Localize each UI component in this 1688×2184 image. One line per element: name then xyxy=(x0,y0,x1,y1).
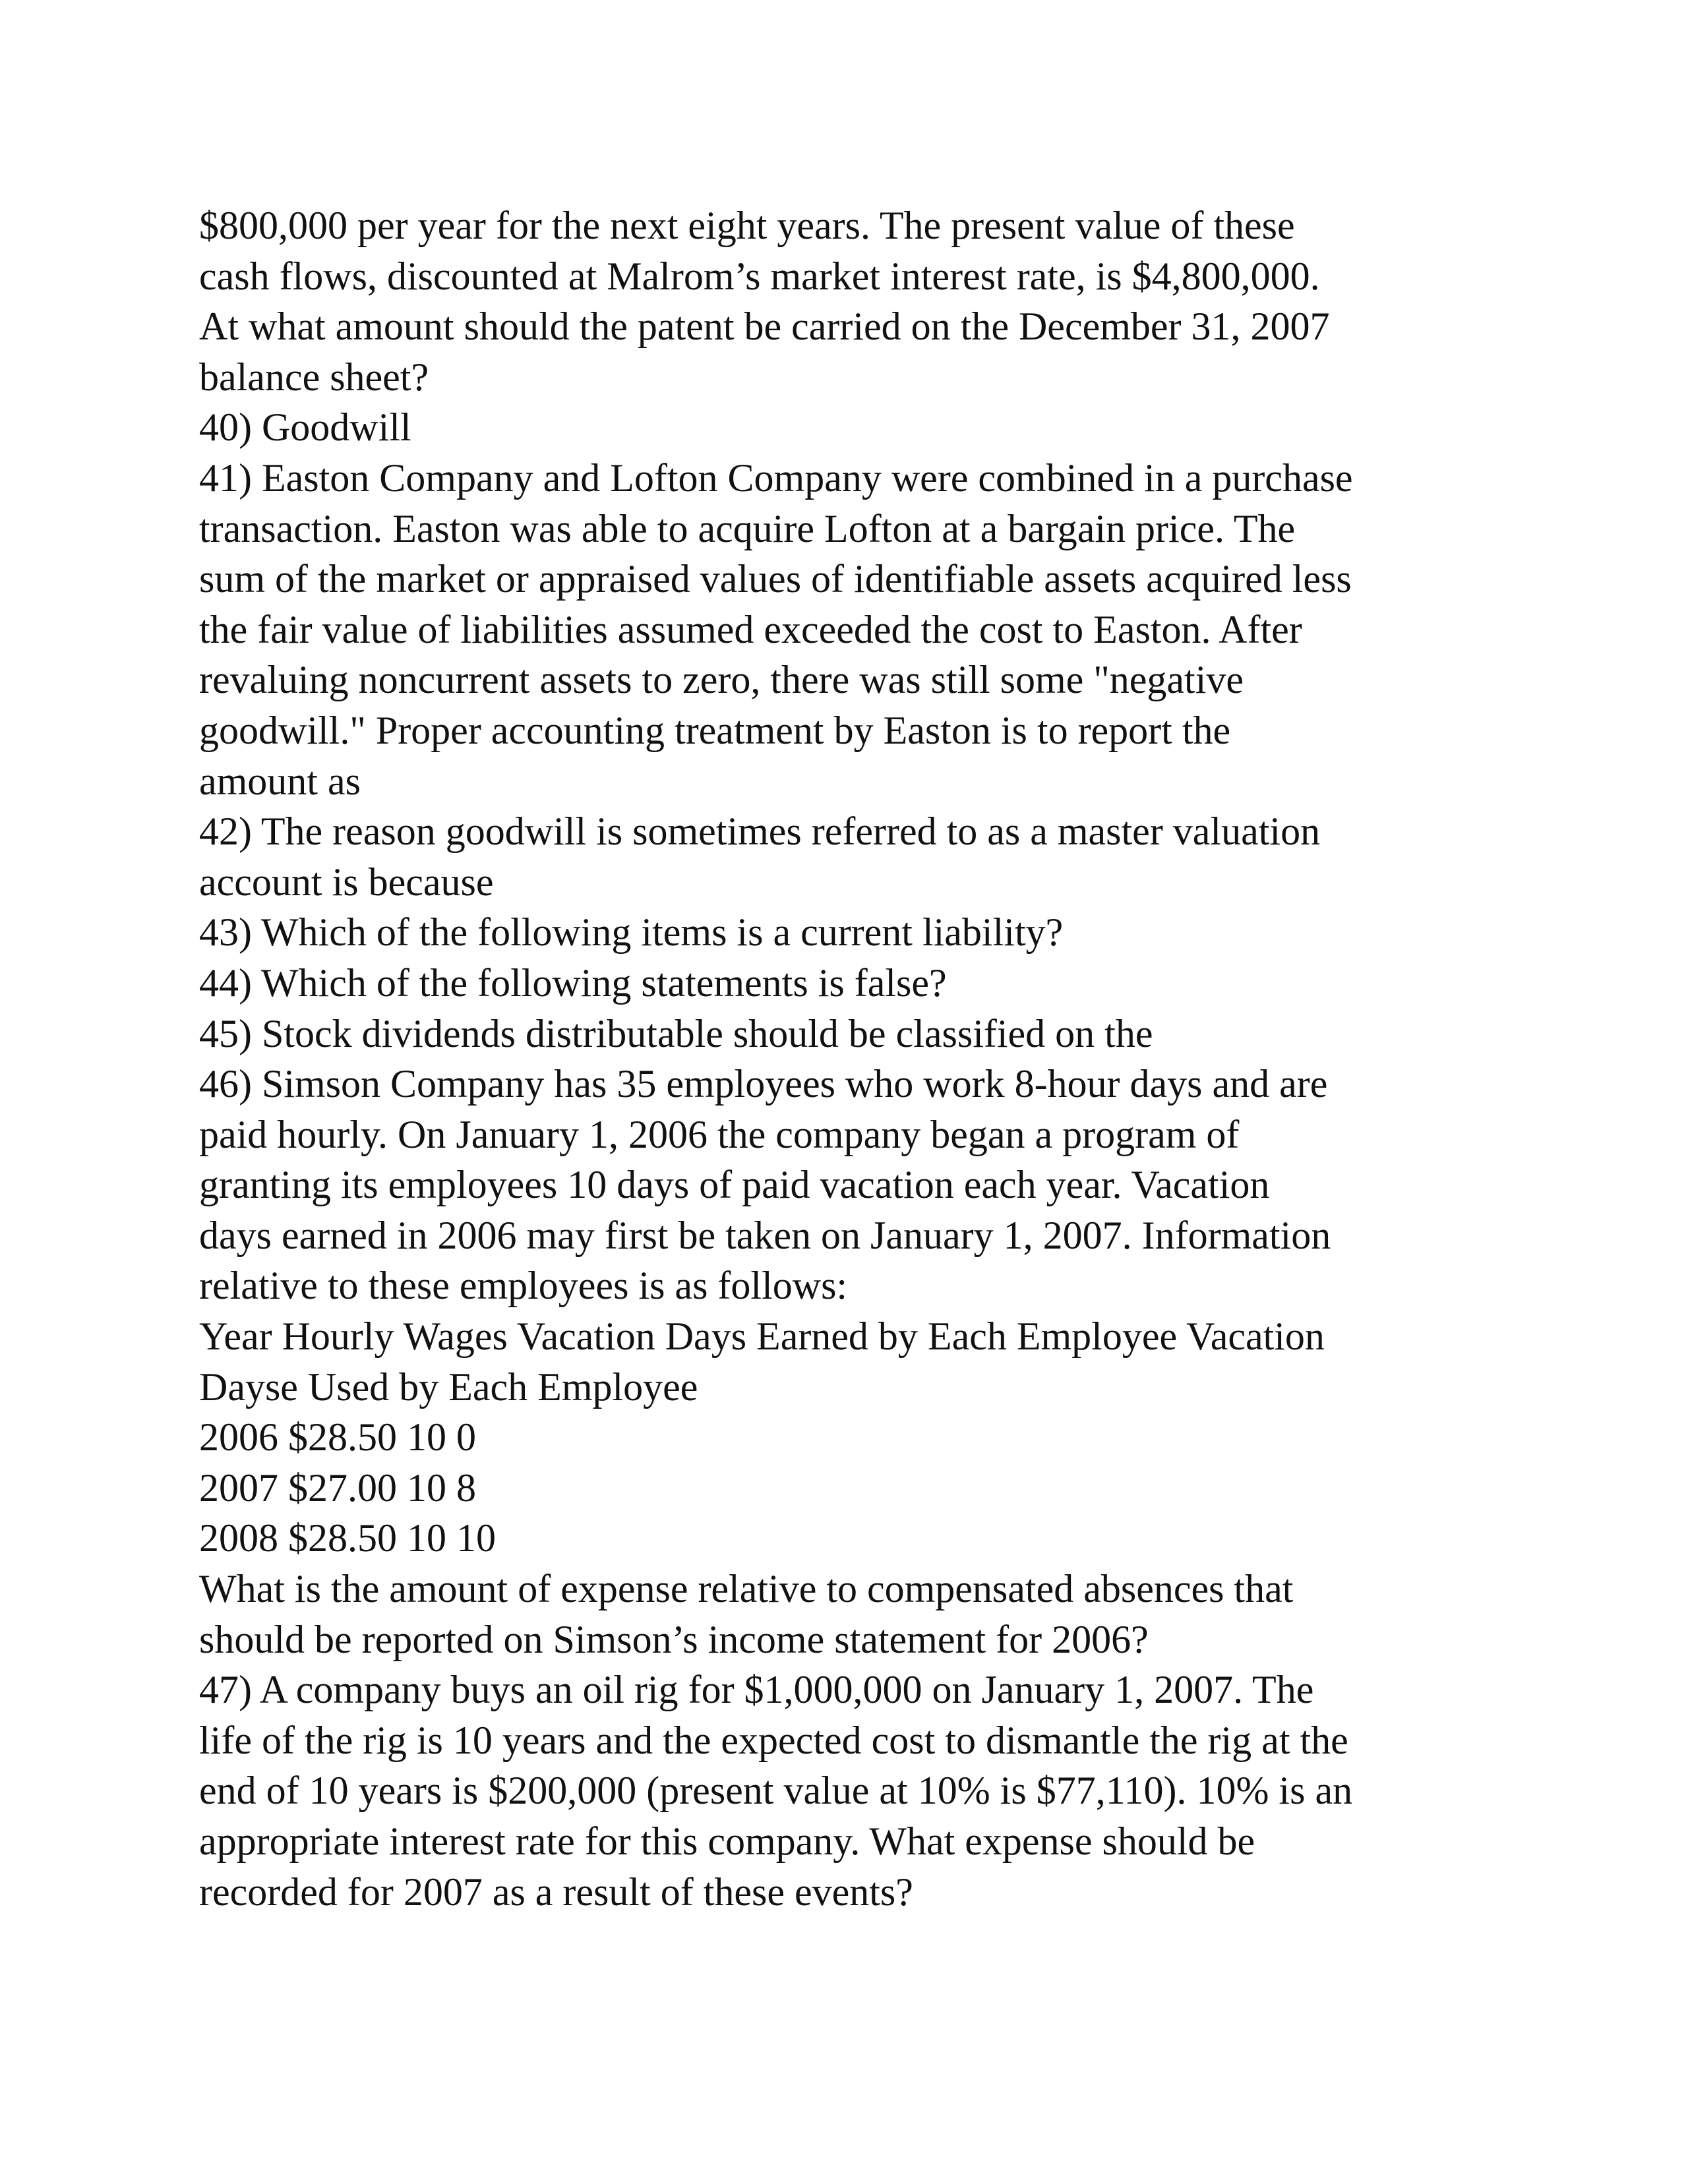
question-45: 45) Stock dividends distributable should be classified on the xyxy=(199,1011,1153,1055)
text-line: days earned in 2006 may first be taken on January 1, 2007. Information xyxy=(199,1213,1331,1257)
table-row: 2008 $28.50 10 10 xyxy=(199,1516,496,1560)
text-line: revaluing noncurrent assets to zero, there was still some "negative xyxy=(199,658,1244,702)
document-text xyxy=(199,200,1518,1917)
question-43: 43) Which of the following items is a current liability? xyxy=(199,910,1064,955)
table-row: 2007 $27.00 10 8 xyxy=(199,1465,476,1510)
text-line: should be reported on Simson’s income statement for 2006? xyxy=(199,1617,1149,1661)
text-line: life of the rig is 10 years and the expected cost to dismantle the rig at the xyxy=(199,1718,1348,1762)
question-47: 47) A company buys an oil rig for $1,000,000 on January 1, 2007. The xyxy=(199,1668,1314,1712)
table-row: 2006 $28.50 10 0 xyxy=(199,1415,476,1460)
text-line: paid hourly. On January 1, 2006 the company began a program of xyxy=(199,1112,1240,1156)
text-line: balance sheet? xyxy=(199,355,429,399)
table-header-line: Dayse Used by Each Employee xyxy=(199,1365,698,1409)
text-line: cash flows, discounted at Malrom’s market interest rate, is $4,800,000. xyxy=(199,254,1320,298)
table-header-line: Year Hourly Wages Vacation Days Earned by Each Employee Vacation xyxy=(199,1314,1325,1359)
text-line: At what amount should the patent be carried on the December 31, 2007 xyxy=(199,305,1330,349)
text-line: appropriate interest rate for this company. What expense should be xyxy=(199,1819,1255,1863)
text-line: amount as xyxy=(199,759,361,803)
text-line: the fair value of liabilities assumed exceeded the cost to Easton. After xyxy=(199,607,1302,651)
text-line: goodwill." Proper accounting treatment by Easton is to report the xyxy=(199,708,1231,752)
text-line: account is because xyxy=(199,860,494,904)
question-46: 46) Simson Company has 35 employees who work 8-hour days and are xyxy=(199,1062,1328,1106)
text-line: sum of the market or appraised values of identifiable assets acquired less xyxy=(199,557,1352,601)
text-line: granting its employees 10 days of paid vacation each year. Vacation xyxy=(199,1163,1270,1207)
text-line: recorded for 2007 as a result of these events? xyxy=(199,1870,913,1914)
text-line: transaction. Easton was able to acquire Lofton at a bargain price. The xyxy=(199,506,1296,550)
text-line: end of 10 years is $200,000 (present value at 10% is $77,110). 10% is an xyxy=(199,1769,1353,1813)
question-40: 40) Goodwill xyxy=(199,405,411,450)
text-line: What is the amount of expense relative to compensated absences that xyxy=(199,1567,1294,1611)
question-42: 42) The reason goodwill is sometimes referred to as a master valuation xyxy=(199,810,1321,854)
question-44: 44) Which of the following statements is false? xyxy=(199,960,947,1005)
question-41: 41) Easton Company and Lofton Company were combined in a purchase xyxy=(199,456,1353,500)
text-line: $800,000 per year for the next eight years. The present value of these xyxy=(199,204,1295,247)
text-line: relative to these employees is as follows: xyxy=(199,1264,848,1308)
